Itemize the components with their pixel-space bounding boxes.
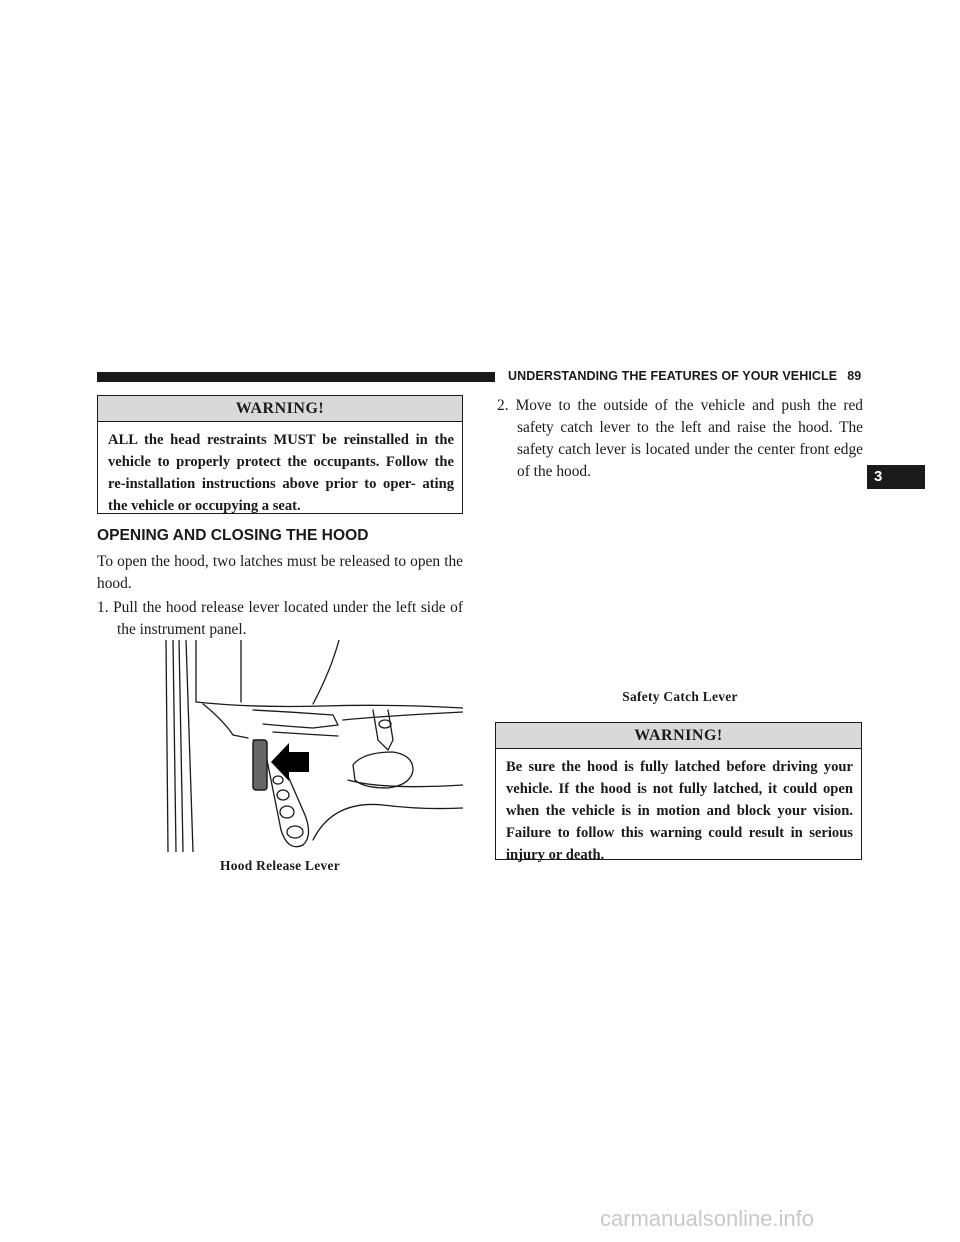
section-heading: OPENING AND CLOSING THE HOOD — [97, 527, 369, 544]
warning-title: WARNING! — [98, 396, 462, 422]
step-1: 1. Pull the hood release lever located under the left side of the instrument panel. — [97, 599, 463, 638]
header-section-title: UNDERSTANDING THE FEATURES OF YOUR VEHICLE — [508, 369, 838, 383]
hood-release-lever-illustration — [163, 640, 463, 852]
safety-catch-lever-illustration — [545, 470, 825, 680]
figure-caption-hood-release: Hood Release Lever — [220, 858, 340, 873]
running-header — [508, 369, 861, 383]
step-2: 2. Move to the outside of the vehicle and push the red safety catch lever to the left and raise the hood. The safety catch lever is located under the center front edge of the hood. — [497, 397, 863, 480]
chapter-tab: 3 — [867, 465, 925, 489]
pointer-arrow-icon — [271, 743, 309, 781]
watermark: carmanualsonline.info — [600, 1206, 815, 1231]
warning-body: Be sure the hood is fully latched before driving your vehicle. If the hood is not fully latched, it could open when the vehicle is in motion and block your vision. Failure to follow this warning could result in serious injury or death. — [506, 759, 853, 863]
figure-caption-safety-catch: Safety Catch Lever — [622, 689, 738, 704]
page-number: 89 — [847, 369, 862, 383]
header-rule — [97, 372, 495, 382]
intro-paragraph: To open the hood, two latches must be released to open the hood. — [97, 553, 463, 592]
warning-box-head-restraints — [97, 395, 463, 514]
warning-box-hood-latch — [495, 722, 862, 863]
warning-title: WARNING! — [496, 723, 861, 749]
warning-body: ALL the head restraints MUST be reinstalled in the vehicle to properly protect the occupants. Follow the re-installation instructions above prior to oper- ating the vehicle or occupying a seat. — [108, 432, 454, 514]
